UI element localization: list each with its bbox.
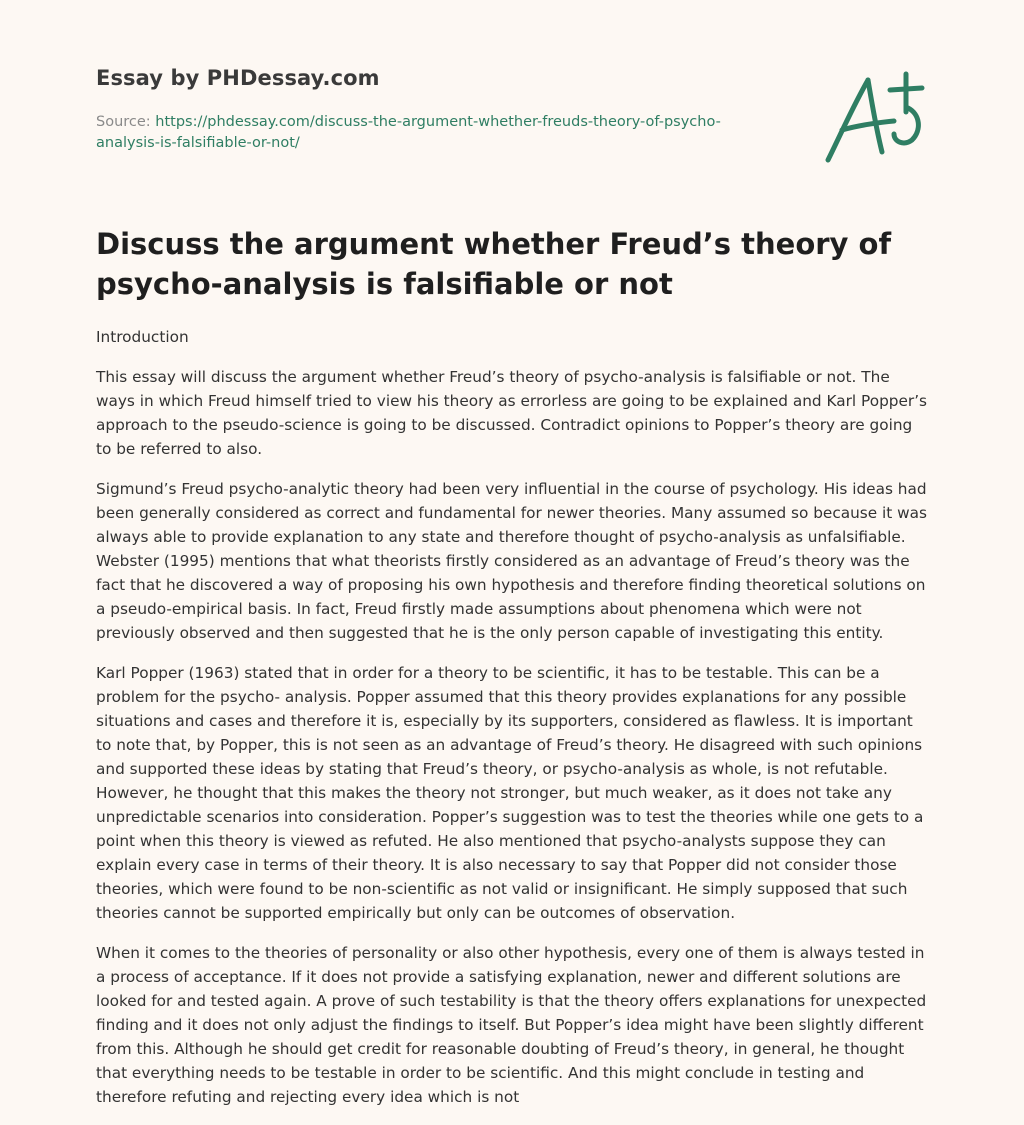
source-label: Source: bbox=[96, 114, 156, 130]
section-heading: Introduction bbox=[96, 328, 189, 346]
paragraph: This essay will discuss the argument whether Freud’s theory of psycho-analysis is falsifiable or not. The ways in which Freud himself tried to view his theory as errorless are going to be explained and Karl Popper’s approach to the pseudo-science is going to be discussed. Contradict opinions to Popper’s theory are going to be referred to also. bbox=[96, 368, 928, 458]
paragraph: Karl Popper (1963) stated that in order for a theory to be scientific, it has to be testable. This can be a problem for the psycho- analysis. Popper assumed that this theory provides explanations for any possible situations and cases and therefore it is, especially by its supporters, considered as flawless. It is important to note that, by Popper, this is not seen as an advantage of Freud’s theory. He disagreed with such opinions and supported these ideas by stating that Freud’s theory, or psycho-analysis as whole, is not refutable. However, he thought that this makes the theory not stronger, but much weaker, as it does not take any unpredictable scenarios into consideration. Popper’s suggestion was to test the theories while one gets to a point when this theory is viewed as refuted. He also mentioned that psycho-analysts suppose they can explain every case in terms of their theory. It is also necessary to say that Popper did not consider those theories, which were found to be non-scientific as not valid or insignificant. He simply supposed that such theories cannot be supported empirically but only can be outcomes of observation. bbox=[96, 664, 924, 922]
essay-body bbox=[96, 325, 932, 1125]
source-line bbox=[96, 112, 776, 154]
paragraph: When it comes to the theories of personality or also other hypothesis, every one of them is always tested in a process of acceptance. If it does not provide a satisfying explanation, newer and different solutions are looked for and tested again. A prove of such testability is that the theory offers explanations for unexpected finding and it does not only adjust the findings to itself. But Popper’s idea might have been slightly different from this. Although he should get credit for reasonable doubting of Freud’s theory, in general, he thought that everything needs to be testable in order to be scientific. And this might conclude in testing and therefore refuting and rejecting every idea which is not bbox=[96, 944, 927, 1106]
a-plus-grade-icon bbox=[822, 68, 932, 168]
paragraph: Sigmund’s Freud psycho-analytic theory had been very influential in the course of psychology. His ideas had been generally considered as correct and fundamental for newer theories. Many assumed so because it was always able to provide explanation to any state and therefore thought of psycho-analysis as unfalsifiable. Webster (1995) mentions that what theorists firstly considered as an advantage of Freud’s theory was the fact that he discovered a way of proposing his own hypothesis and therefore finding theoretical solutions on a pseudo-empirical basis. In fact, Freud firstly made assumptions about phenomena which were not previously observed and then suggested that he is the only person capable of investigating this entity. bbox=[96, 480, 928, 642]
site-brand: Essay by PHDessay.com bbox=[96, 66, 380, 90]
source-link[interactable]: https://phdessay.com/discuss-the-argument-whether-freuds-theory-of-psycho-analysis-is-falsifiable-or-not/ bbox=[96, 114, 721, 151]
essay-title: Discuss the argument whether Freud’s theory of psycho-analysis is falsifiable or not bbox=[96, 227, 892, 301]
